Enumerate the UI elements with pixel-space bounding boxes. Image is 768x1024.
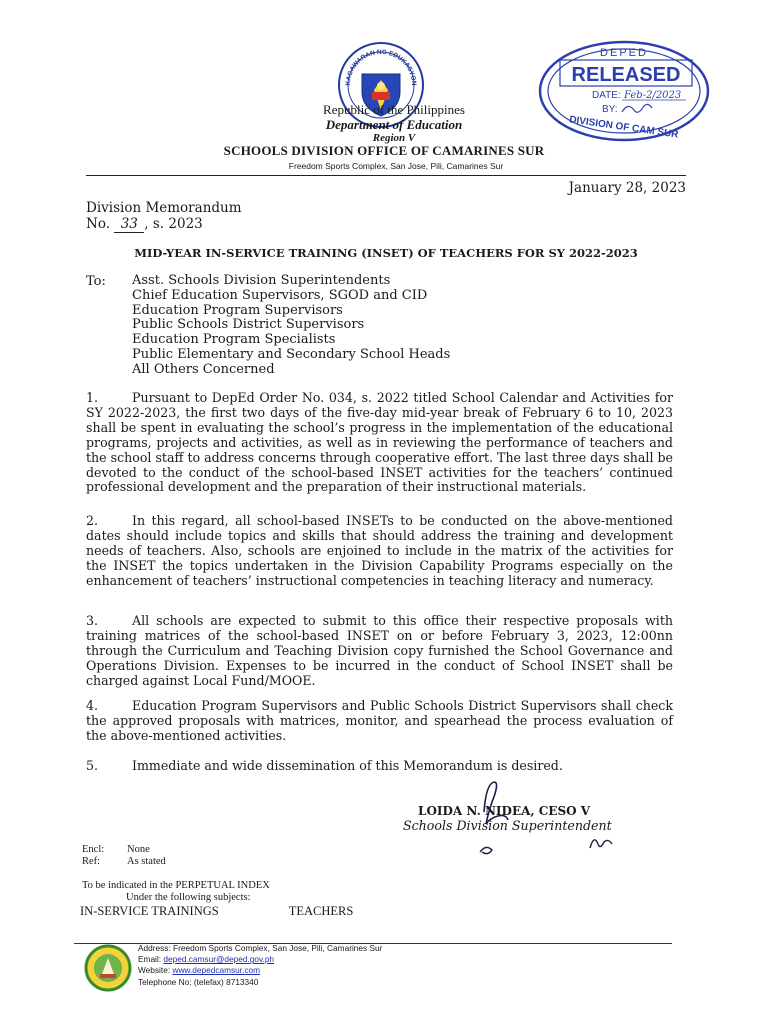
- enclosure-value: None: [127, 844, 150, 855]
- stamp-top-text: DEPED: [600, 47, 648, 59]
- stamp-bottom-text: DIVISION OF CAM SUR: [568, 114, 680, 141]
- signatory-name: LOIDA N. NIDEA, CESO V: [418, 804, 591, 818]
- footer-telephone: Telephone No: (telefax) 8713340: [138, 976, 259, 987]
- footer-email-label: Email:: [138, 954, 162, 965]
- footer-address: Address: Freedom Sports Complex, San Jose, Pili, Camarines Sur: [138, 943, 383, 953]
- memo-type: Division Memorandum: [86, 200, 242, 216]
- footer-contact: [138, 943, 382, 988]
- perpetual-index-note: To be indicated in the PERPETUAL INDEX: [82, 880, 270, 891]
- footer-email-link[interactable]: deped.camsur@deped.gov.ph: [163, 954, 275, 965]
- footer-website-link[interactable]: www.depedcamsur.com: [172, 965, 261, 976]
- seal-text: KAGAWARAN NG EDUKASYON: [344, 48, 418, 86]
- paragraph-text: Education Program Supervisors and Public Schools District Supervisors shall check the approved proposals with matrices, monitor, and spearhead the process evaluation of the above-mentioned activities.: [86, 698, 673, 743]
- paragraph-number: 1.: [86, 390, 99, 405]
- header-address: Freedom Sports Complex, San Jose, Pili, Camarines Sur: [288, 161, 504, 171]
- stamp-date-value: Feb-2/2023: [624, 90, 682, 101]
- memo-number-suffix: , s. 2023: [144, 216, 203, 232]
- paragraph-number: 4.: [86, 698, 99, 713]
- paragraph-text: In this regard, all school-based INSETs to be conducted on the above-mentioned dates should include topics and skills that should address the training and development needs of teachers. Also, schools are enjoined to include in the matrix of the activities for the INSET the topics undertaken in the Division Capability Programs especially on the enhancement of teachers’ instructional competencies in teaching literacy and numeracy.: [86, 513, 673, 588]
- recipient-item: Public Elementary and Secondary School Heads: [132, 346, 451, 362]
- recipient-item: Asst. Schools Division Superintendents: [132, 273, 391, 288]
- header-office: SCHOOLS DIVISION OFFICE OF CAMARINES SUR: [223, 143, 545, 158]
- index-subject: IN-SERVICE TRAININGS: [80, 904, 219, 918]
- perpetual-index-subtitle: Under the following subjects:: [126, 892, 251, 903]
- reference-label: Ref:: [82, 856, 101, 867]
- memo-number: 33: [114, 216, 144, 233]
- paragraph-3: [86, 614, 673, 689]
- paragraph-number: 2.: [86, 513, 99, 528]
- paragraph-1: [86, 391, 673, 495]
- header-department: Department of Education: [325, 117, 463, 132]
- index-subject: TEACHERS: [288, 904, 354, 918]
- reference-line: [82, 856, 166, 867]
- to-label: To:: [86, 274, 106, 289]
- paragraph-text: All schools are expected to submit to this office their respective proposals with training matrices of the school-based INSET on or before February 3, 2023, 12:00nn through the Curriculum and Teaching Division copy furnished the School Governance and Operations Division. Expenses to be incurred in the conduct of School INSET shall be charged against Local Fund/MOOE.: [86, 613, 673, 688]
- header-republic: Republic of the Philippines: [323, 102, 465, 117]
- signatory-title: Schools Division Superintendent: [403, 818, 612, 833]
- division-logo: [82, 944, 134, 992]
- footer-website-line: [138, 965, 382, 976]
- paragraph-4: [86, 699, 673, 744]
- paragraph-text: Pursuant to DepEd Order No. 034, s. 2022 titled School Calendar and Activities for SY 2022-2023, the first two days of the five-day mid-year break of February 6 to 10, 2023 shall be spent in evaluating the school’s progress in the implementation of the educational programs, projects and activities, as well as in reviewing the performance of teachers and the school staff to address concerns through cooperative effort. The last three days shall be devoted to the conduct of the school-based INSET activities for the teachers’ continued professional development and the preparation of their instructional materials.: [86, 390, 673, 495]
- header-region: Region V: [372, 132, 416, 144]
- stamp-date-label: DATE:: [592, 90, 621, 101]
- header-divider: [86, 175, 686, 176]
- memo-subject: MID-YEAR IN-SERVICE TRAINING (INSET) OF TEACHERS FOR SY 2022-2023: [134, 246, 638, 260]
- stamp-released-text: RELEASED: [571, 64, 681, 86]
- memo-number-line: [86, 216, 203, 233]
- paragraph-text: Immediate and wide dissemination of this Memorandum is desired.: [132, 758, 563, 773]
- footer-website-label: Website:: [138, 965, 171, 976]
- recipient-list: [132, 274, 450, 378]
- released-stamp: [536, 38, 712, 144]
- paragraph-number: 3.: [86, 613, 99, 628]
- recipient-item: Chief Education Supervisors, SGOD and CID: [132, 287, 428, 303]
- recipient-item: Education Program Specialists: [132, 332, 336, 348]
- memo-date: January 28, 2023: [568, 180, 686, 196]
- recipient-item: All Others Concerned: [132, 361, 275, 377]
- stamp-by-label: BY:: [602, 104, 618, 115]
- recipient-item: Education Program Supervisors: [132, 302, 343, 318]
- reference-value: As stated: [127, 856, 166, 867]
- enclosure-line: [82, 844, 150, 855]
- enclosure-label: Encl:: [82, 844, 105, 855]
- recipient-item: Public Schools District Supervisors: [132, 317, 365, 333]
- index-subjects: [80, 904, 353, 919]
- paragraph-number: 5.: [86, 758, 99, 773]
- footer-email-line: [138, 954, 382, 965]
- paragraph-2: [86, 514, 673, 589]
- memo-number-prefix: No.: [86, 216, 110, 232]
